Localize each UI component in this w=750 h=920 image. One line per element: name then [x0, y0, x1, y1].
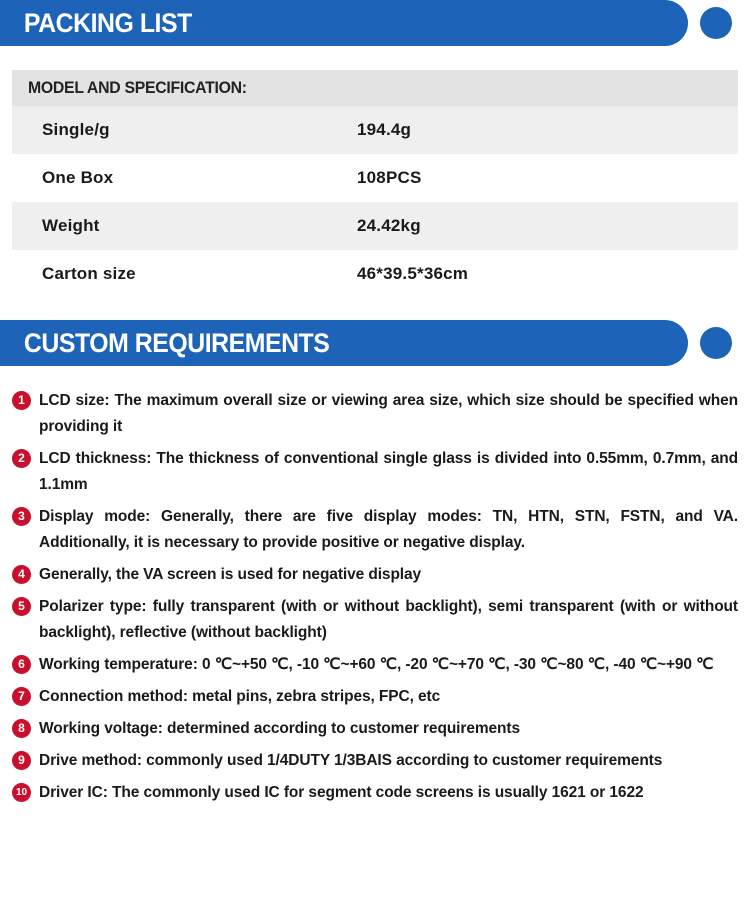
list-item — [12, 594, 738, 646]
bullet-number-icon: 1 — [12, 391, 31, 410]
list-item-text: Working temperature: 0 ℃~+50 ℃, -10 ℃~+60 ℃, -20 ℃~+70 ℃, -30 ℃~80 ℃, -40 ℃~+90 ℃ — [39, 656, 714, 673]
spec-value: 194.4g — [327, 106, 738, 154]
list-item — [12, 748, 738, 774]
bullet-number-icon: 6 — [12, 655, 31, 674]
list-item-text: Polarizer type: fully transparent (with or without backlight), semi transparent (with or without backlight), reflective (without backlight) — [39, 598, 738, 641]
specification-header-label: MODEL AND SPECIFICATION: — [28, 78, 247, 97]
bullet-number-icon: 2 — [12, 449, 31, 468]
list-item — [12, 562, 738, 588]
specification-table — [12, 106, 738, 298]
list-item-text: Working voltage: determined according to customer requirements — [39, 720, 520, 737]
spec-key: Weight — [12, 202, 327, 250]
bullet-number-icon: 10 — [12, 783, 31, 802]
packing-list-banner — [0, 0, 750, 54]
specification-header — [12, 70, 738, 106]
list-item-text: LCD size: The maximum overall size or viewing area size, which size should be specified when providing it — [39, 392, 738, 435]
list-item — [12, 504, 738, 556]
spec-value: 46*39.5*36cm — [327, 250, 738, 298]
list-item-text: Driver IC: The commonly used IC for segment code screens is usually 1621 or 1622 — [39, 784, 644, 801]
list-item — [12, 780, 738, 806]
spec-key: Single/g — [12, 106, 327, 154]
bullet-number-icon: 4 — [12, 565, 31, 584]
specification-block — [12, 70, 738, 298]
spec-value: 108PCS — [327, 154, 738, 202]
list-item-text: Connection method: metal pins, zebra stripes, FPC, etc — [39, 688, 441, 705]
spec-key: One Box — [12, 154, 327, 202]
list-item — [12, 388, 738, 440]
list-item — [12, 684, 738, 710]
bullet-number-icon: 8 — [12, 719, 31, 738]
list-item-text: LCD thickness: The thickness of conventional single glass is divided into 0.55mm, 0.7mm, and 1.1mm — [39, 450, 738, 493]
table-row — [12, 250, 738, 298]
requirements-list — [12, 388, 738, 806]
bullet-number-icon: 3 — [12, 507, 31, 526]
bullet-number-icon: 9 — [12, 751, 31, 770]
banner-bar-packing-list — [0, 0, 688, 46]
banner-bar-custom-requirements — [0, 320, 688, 366]
bullet-number-icon: 5 — [12, 597, 31, 616]
table-row — [12, 106, 738, 154]
custom-requirements-banner — [0, 320, 750, 374]
list-item-text: Generally, the VA screen is used for negative display — [39, 566, 422, 583]
list-item — [12, 446, 738, 498]
banner-dot-icon — [700, 327, 732, 359]
section-title-custom-requirements: CUSTOM REQUIREMENTS — [23, 327, 330, 358]
list-item-text: Display mode: Generally, there are five display modes: TN, HTN, STN, FSTN, and VA. Additionally, it is necessary to provide positive or negative display. — [39, 508, 738, 551]
spec-value: 24.42kg — [327, 202, 738, 250]
section-title-packing-list: PACKING LIST — [23, 7, 192, 38]
list-item — [12, 652, 738, 678]
bullet-number-icon: 7 — [12, 687, 31, 706]
spec-key: Carton size — [12, 250, 327, 298]
banner-dot-icon — [700, 7, 732, 39]
table-row — [12, 154, 738, 202]
list-item — [12, 716, 738, 742]
table-row — [12, 202, 738, 250]
list-item-text: Drive method: commonly used 1/4DUTY 1/3BAIS according to customer requirements — [39, 752, 663, 769]
